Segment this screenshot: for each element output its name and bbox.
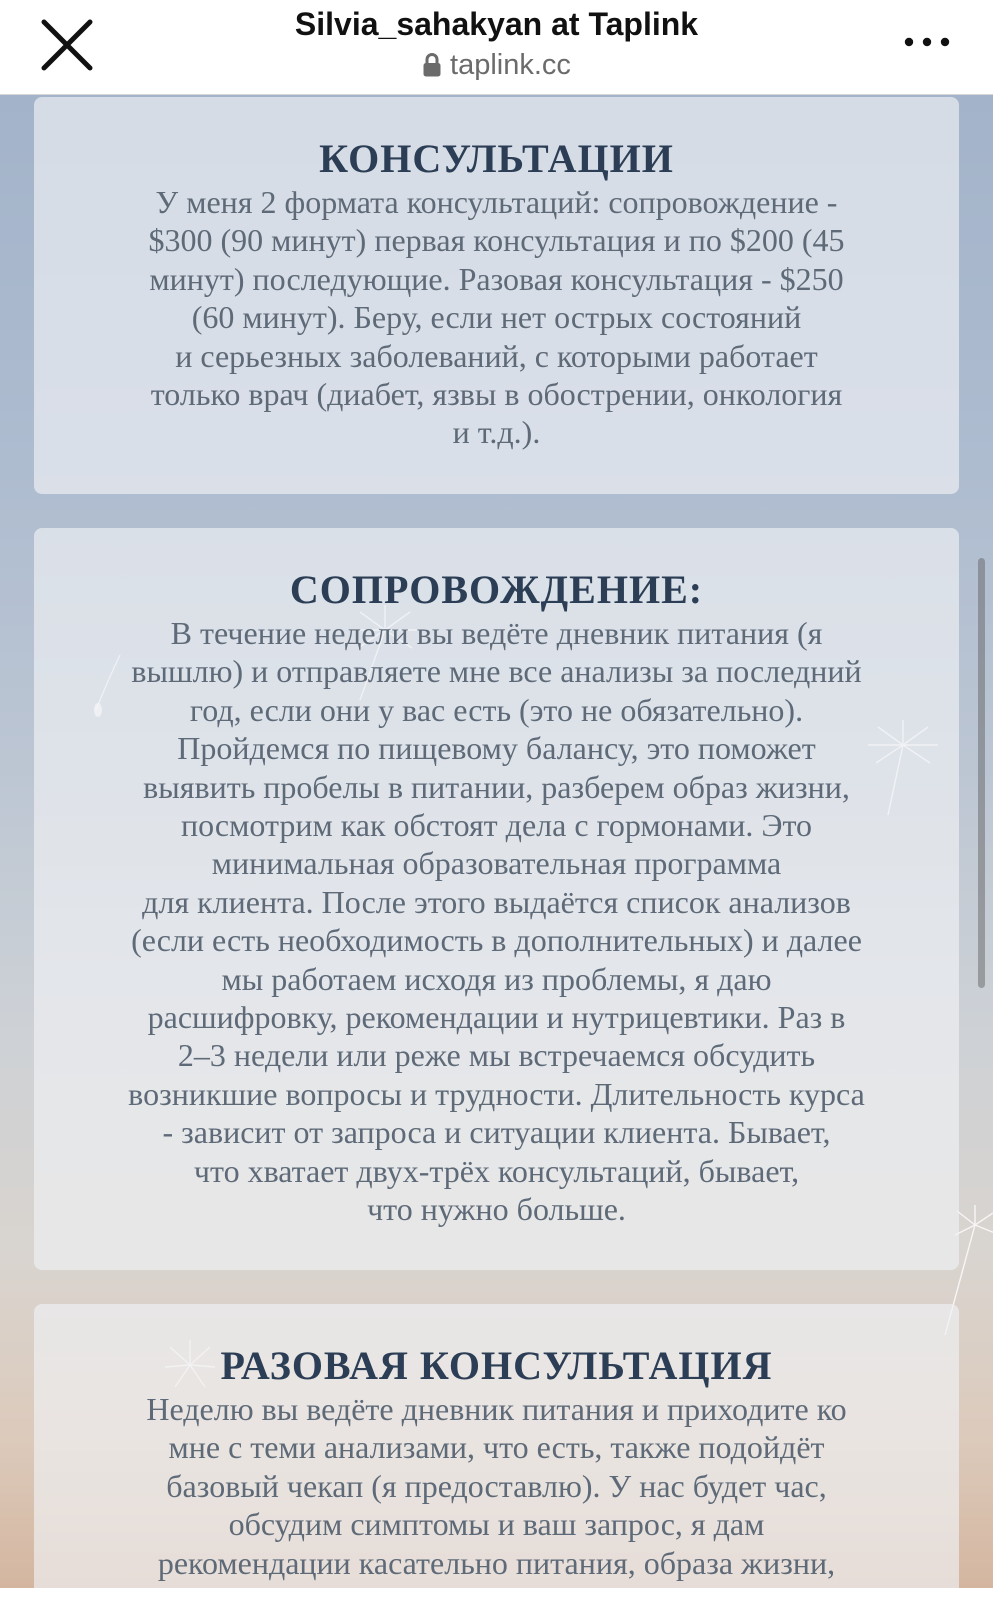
card-title: РАЗОВАЯ КОНСУЛЬТАЦИЯ (220, 1343, 773, 1388)
title-area (150, 4, 843, 83)
vertical-scrollbar[interactable] (978, 558, 985, 988)
close-button[interactable] (38, 16, 96, 74)
more-horizontal-icon (901, 32, 953, 52)
bottom-toolbar-edge (0, 1588, 993, 1600)
text-line: базовый чекап (я предоставлю). У нас будет час, (166, 1467, 827, 1504)
text-line: обсудим симптомы и ваш запрос, я дам (228, 1506, 765, 1543)
more-options-button[interactable] (901, 32, 953, 52)
text-line: посмотрим как обстоят дела с гормонами. Это (181, 807, 812, 844)
text-line: что хватает двух-трёх консультаций, бывает, (193, 1152, 800, 1189)
text-line: и серьезных заболеваний, с которыми работает (175, 337, 818, 374)
text-line: В течение недели вы ведёте дневник питания (я (170, 615, 823, 651)
card-title: СОПРОВОЖДЕНИЕ: (289, 567, 704, 612)
text-line: (если есть необходимость в дополнительных) и далее (131, 922, 862, 959)
url-text: taplink.cc (450, 49, 571, 81)
url-row[interactable] (422, 48, 571, 82)
card-text (34, 183, 959, 452)
consultations-card (34, 97, 959, 494)
text-line: вышлю) и отправляете мне все анализы за последний (131, 653, 862, 690)
card-title: КОНСУЛЬТАЦИИ (319, 136, 674, 181)
single-consultation-card (34, 1304, 959, 1600)
text-line: У меня 2 формата консультаций: сопровождение - (155, 184, 838, 220)
browser-top-bar (0, 0, 993, 95)
text-line: 2–3 недели или реже мы встречаемся обсудить (177, 1037, 816, 1074)
text-line: расшифровку, рекомендации и нутрицевтики. Раз в (147, 999, 846, 1036)
text-line: Пройдемся по пищевому балансу, это поможет (177, 730, 816, 767)
text-line: выявить пробелы в питании, разберем образ жизни, (143, 768, 850, 805)
text-line: и т.д.). (452, 414, 541, 451)
page-title: Silvia_sahakyan at Taplink (294, 6, 699, 42)
support-card (34, 528, 959, 1270)
card-text (34, 1390, 959, 1582)
text-line: мне с теми анализами, что есть, также подойдёт (168, 1429, 825, 1466)
text-line: - зависит от запроса и ситуации клиента. Бывает, (162, 1114, 831, 1151)
text-line: мы работаем исходя из проблемы, я даю (221, 960, 772, 997)
text-line: рекомендации касательно питания, образа жизни, (157, 1544, 836, 1581)
text-line: для клиента. После этого выдаётся список анализов (142, 883, 851, 920)
text-line: год, если они у вас есть (это не обязательно). (189, 691, 804, 728)
text-line: минут) последующие. Разовая консультация - $250 (149, 260, 844, 297)
close-icon (38, 16, 96, 74)
lock-icon (422, 52, 442, 78)
text-line: минимальная образовательная программа (211, 845, 782, 882)
card-text (34, 614, 959, 1229)
text-line: $300 (90 минут) первая консультация и по $200 (45 (148, 222, 845, 259)
text-line: (60 минут). Беру, если нет острых состояний (191, 299, 802, 336)
text-line: только врач (диабет, язвы в обострении, онкология (150, 376, 843, 413)
text-line: возникшие вопросы и трудности. Длительность курса (128, 1075, 865, 1112)
text-line: Неделю вы ведёте дневник питания и приходите ко (146, 1391, 847, 1427)
text-line: что нужно больше. (367, 1191, 626, 1228)
